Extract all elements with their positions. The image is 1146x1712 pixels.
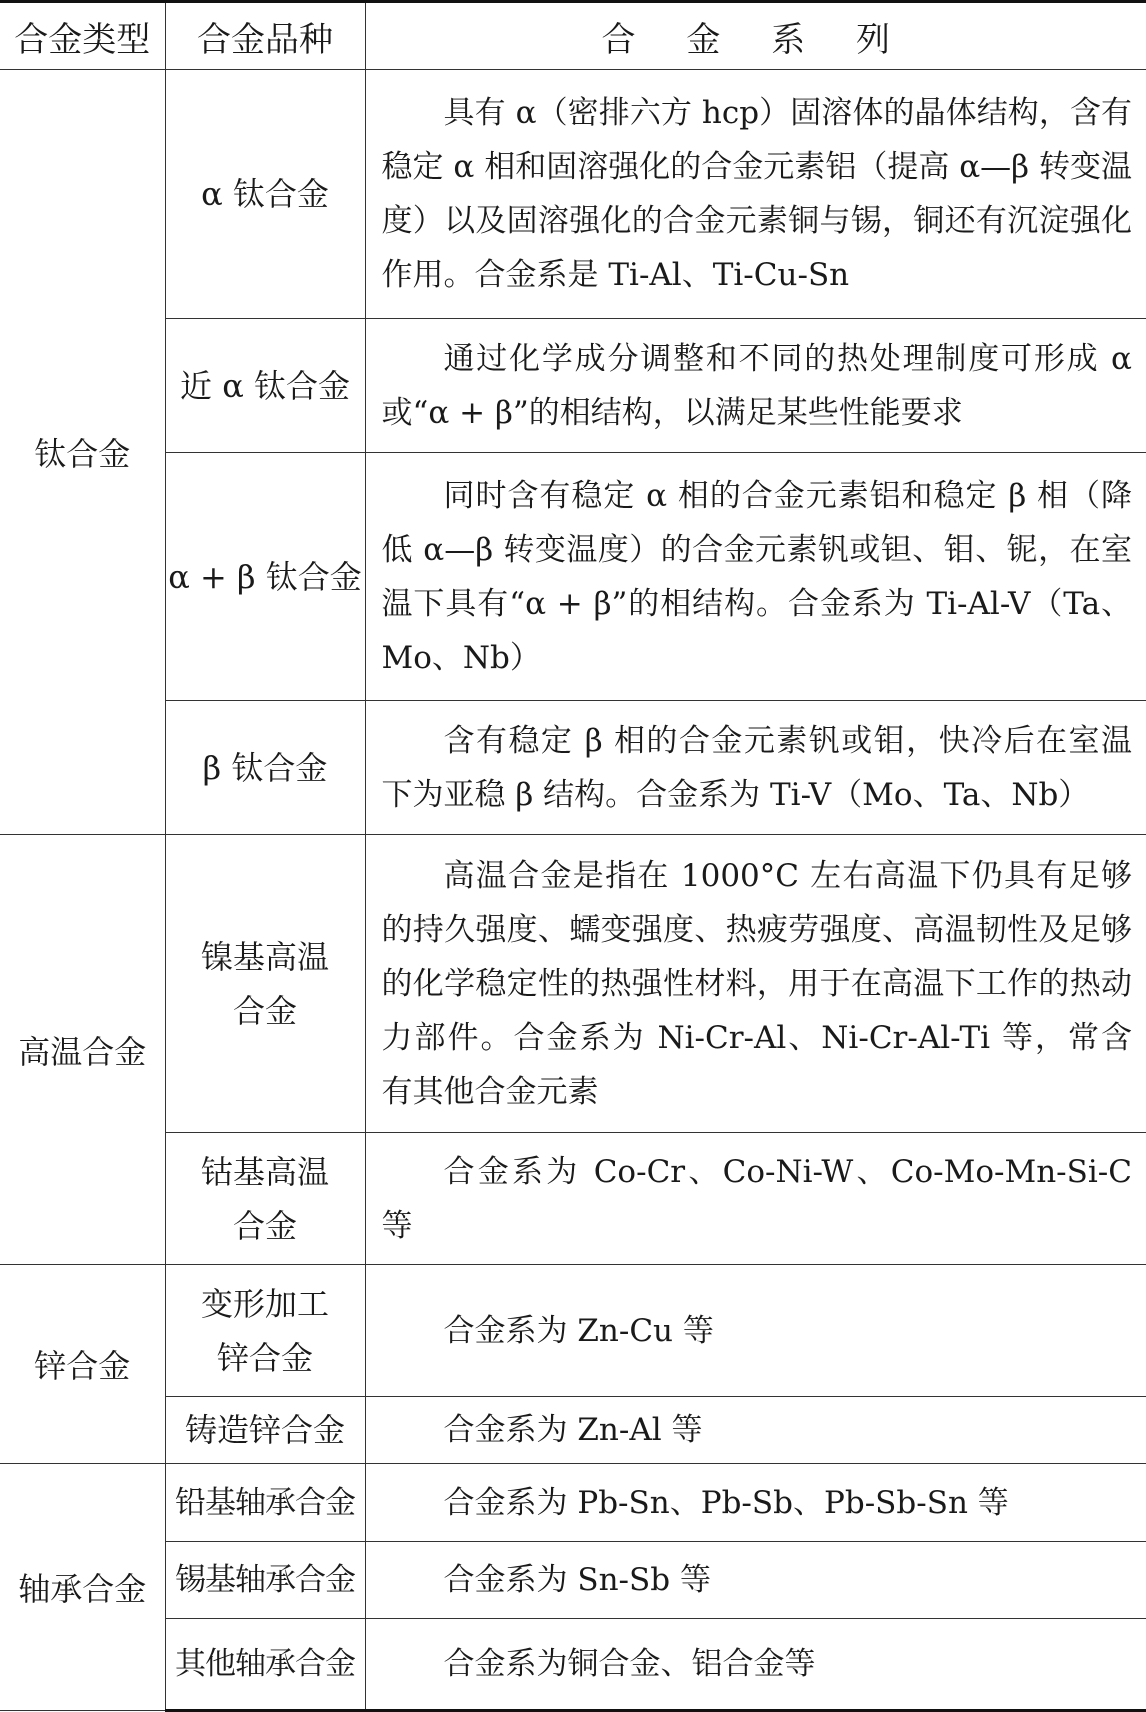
series-cell: 含有稳定 β 相的合金元素钒或钼，快冷后在室温下为亚稳 β 结构。合金系为 Ti-V（Mo、Ta、Nb） — [365, 701, 1146, 835]
table-row — [0, 453, 1146, 701]
variety-cell: α + β 钛合金 — [165, 453, 365, 701]
series-cell: 合金系为 Pb-Sn、Pb-Sb、Pb-Sb-Sn 等 — [365, 1464, 1146, 1542]
type-cell-bearing: 轴承合金 — [0, 1464, 165, 1711]
table-row — [0, 1397, 1146, 1464]
variety-cell: 铸造锌合金 — [165, 1397, 365, 1464]
variety-cell: 铅基轴承合金 — [165, 1464, 365, 1542]
table-row — [0, 1265, 1146, 1397]
series-cell: 同时含有稳定 α 相的合金元素铝和稳定 β 相（降低 α—β 转变温度）的合金元素钒或钽、钼、铌，在室温下具有“α + β”的相结构。合金系为 Ti-Al-V（Ta、Mo、Nb） — [365, 453, 1146, 701]
header-row — [0, 2, 1146, 70]
series-cell: 合金系为铜合金、铝合金等 — [365, 1619, 1146, 1711]
type-cell-titanium: 钛合金 — [0, 70, 165, 835]
table-row — [0, 701, 1146, 835]
series-cell: 合金系为 Zn-Cu 等 — [365, 1265, 1146, 1397]
header-series: 合 金 系 列 — [365, 2, 1146, 70]
series-cell: 具有 α（密排六方 hcp）固溶体的晶体结构，含有稳定 α 相和固溶强化的合金元素铝（提高 α—β 转变温度）以及固溶强化的合金元素铜与锡，铜还有沉淀强化作用。合金系是 Ti-Al、Ti-Cu-Sn — [365, 70, 1146, 319]
variety-cell: 锡基轴承合金 — [165, 1542, 365, 1619]
table-row — [0, 835, 1146, 1133]
variety-cell: α 钛合金 — [165, 70, 365, 319]
type-cell-superalloy: 高温合金 — [0, 835, 165, 1265]
header-type: 合金类型 — [0, 2, 165, 70]
variety-cell: 近 α 钛合金 — [165, 319, 365, 453]
header-variety: 合金品种 — [165, 2, 365, 70]
table-row — [0, 319, 1146, 453]
variety-cell: 镍基高温合金 — [165, 835, 365, 1133]
series-cell: 合金系为 Co-Cr、Co-Ni-W、Co-Mo-Mn-Si-C 等 — [365, 1133, 1146, 1265]
series-cell: 合金系为 Sn-Sb 等 — [365, 1542, 1146, 1619]
table-row — [0, 1464, 1146, 1542]
variety-cell: 变形加工锌合金 — [165, 1265, 365, 1397]
table-row — [0, 70, 1146, 319]
variety-cell: 钴基高温合金 — [165, 1133, 365, 1265]
series-cell: 高温合金是指在 1000°C 左右高温下仍具有足够的持久强度、蠕变强度、热疲劳强度、高温韧性及足够的化学稳定性的热强性材料，用于在高温下工作的热动力部件。合金系为 Ni-Cr-Al、Ni-Cr-Al-Ti 等，常含有其他合金元素 — [365, 835, 1146, 1133]
series-cell: 合金系为 Zn-Al 等 — [365, 1397, 1146, 1464]
variety-cell: β 钛合金 — [165, 701, 365, 835]
type-cell-zinc: 锌合金 — [0, 1265, 165, 1464]
table-row — [0, 1133, 1146, 1265]
variety-cell: 其他轴承合金 — [165, 1619, 365, 1711]
table-row — [0, 1542, 1146, 1619]
series-cell: 通过化学成分调整和不同的热处理制度可形成 α 或“α + β”的相结构，以满足某些性能要求 — [365, 319, 1146, 453]
table-row — [0, 1619, 1146, 1711]
